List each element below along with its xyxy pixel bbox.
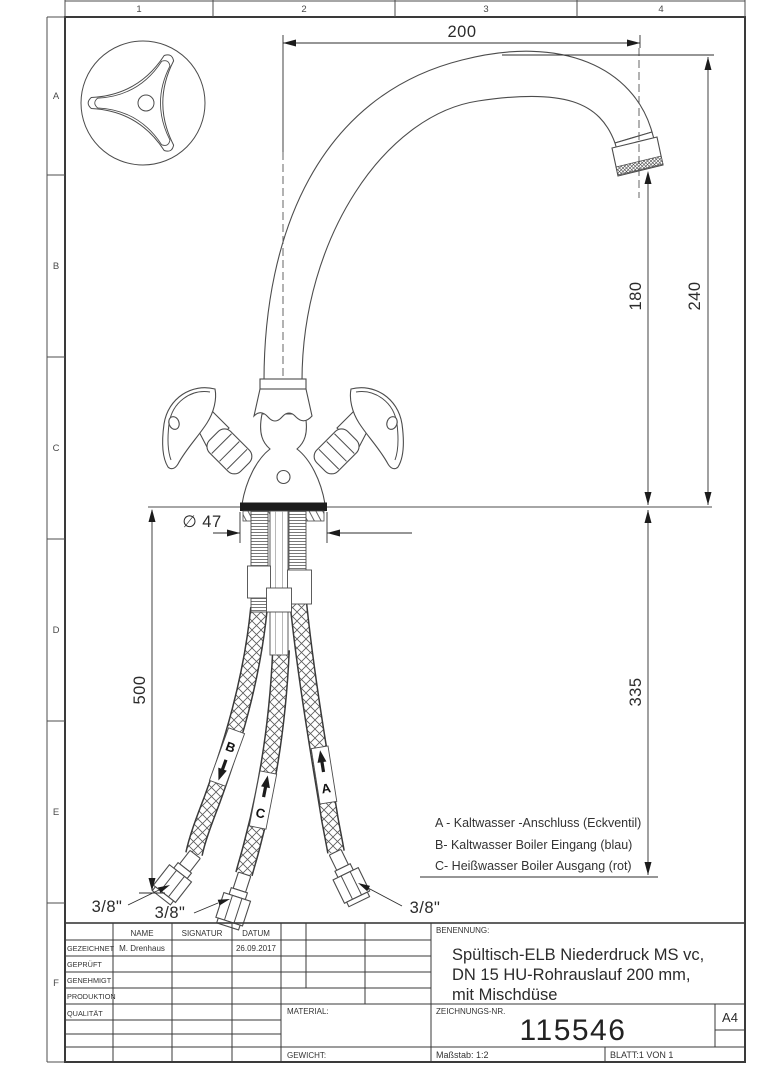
tb-header-name: NAME <box>130 929 154 938</box>
tb-sheet: BLATT:1 VON 1 <box>610 1050 674 1060</box>
thread-callouts <box>92 883 441 922</box>
tb-row-label: GEZEICHNET <box>67 944 115 953</box>
base-plate <box>240 503 327 512</box>
hose-c-letter: C <box>254 804 267 822</box>
hose-b-letter: B <box>223 738 238 756</box>
tb-drawn-date: 26.09.2017 <box>235 944 277 953</box>
dim-240-label: 240 <box>686 281 704 311</box>
thread-size-label: 3/8" <box>91 898 123 916</box>
ruler-column-label: 1 <box>136 4 142 15</box>
fitting-a <box>323 846 372 908</box>
dim-200-label: 200 <box>447 23 477 41</box>
ruler-row-label: C <box>52 443 60 454</box>
ruler-row-label: D <box>52 625 60 636</box>
ruler-row-label: F <box>53 978 59 989</box>
thread-size-label: 3/8" <box>409 899 441 917</box>
dimension-500 <box>131 509 165 893</box>
hose-b-tag <box>209 728 244 786</box>
tb-row-label: PRODUKTION <box>67 992 116 1001</box>
tb-row-label: GEPRÜFT <box>67 960 102 969</box>
hose-a-tag <box>311 746 337 804</box>
tb-benennung-label: BENENNUNG: <box>436 926 490 935</box>
hoses <box>194 600 336 874</box>
faucet-drawing <box>81 41 712 931</box>
handle-detail-view <box>81 41 205 165</box>
hose-a-letter: A <box>320 780 332 797</box>
tb-header-datum: DATUM <box>242 929 270 938</box>
tb-title-line3: mit Mischdüse <box>452 986 558 1004</box>
dimension-240 <box>686 57 712 505</box>
pipe-collar <box>267 588 292 612</box>
legend-item-b: B- Kaltwasser Boiler Eingang (blau) <box>435 838 633 852</box>
top-ruler <box>65 0 745 17</box>
tb-title-line1: Spültisch-ELB Niederdruck MS vc, <box>452 946 705 964</box>
dim-diameter-label: ∅ 47 <box>182 513 222 531</box>
tb-header-signatur: SIGNATUR <box>181 929 223 938</box>
body-screw <box>277 471 290 484</box>
tb-scale: Maßstab: 1:2 <box>436 1050 489 1060</box>
dim-180-label: 180 <box>627 281 645 311</box>
ruler-column-label: 2 <box>301 4 307 15</box>
right-handle <box>310 388 403 478</box>
ruler-row-label: B <box>52 261 60 272</box>
tb-drawn-by: M. Drenhaus <box>119 944 165 953</box>
ruler-column-label: 4 <box>658 4 664 15</box>
left-handle <box>163 388 256 478</box>
dimension-180 <box>627 171 652 505</box>
tb-title-line2: DN 15 HU-Rohrauslauf 200 mm, <box>452 966 691 984</box>
tb-material-label: MATERIAL: <box>287 1007 329 1016</box>
legend-item-c: C- Heißwasser Boiler Ausgang (rot) <box>435 859 632 873</box>
hose-c-tag <box>249 771 276 829</box>
legend-item-a: A - Kaltwasser -Anschluss (Eckventil) <box>435 816 642 830</box>
fitting-b <box>150 846 206 907</box>
tb-drawingno-label: ZEICHNUNGS-NR. <box>436 1007 506 1016</box>
dim-335-label: 335 <box>627 677 645 707</box>
title-block <box>65 923 745 1062</box>
tb-format: A4 <box>722 1010 738 1025</box>
thread-size-label: 3/8" <box>154 904 186 922</box>
legend <box>435 816 641 873</box>
tb-row-label: QUALITÄT <box>67 1009 103 1018</box>
left-ruler <box>47 17 65 1062</box>
faucet-body <box>242 414 325 504</box>
tb-gewicht-label: GEWICHT: <box>287 1051 327 1060</box>
ruler-row-label: A <box>52 91 60 102</box>
tb-row-label: GENEHMIGT <box>67 976 112 985</box>
tb-drawing-number: 115546 <box>519 1014 627 1047</box>
ruler-row-label: E <box>52 807 60 818</box>
ruler-column-label: 3 <box>483 4 489 15</box>
dim-500-label: 500 <box>131 675 149 705</box>
dimension-200 <box>283 23 640 47</box>
faucet-spout <box>264 51 652 381</box>
spout-collar <box>260 379 306 389</box>
center-pipe <box>270 511 288 655</box>
